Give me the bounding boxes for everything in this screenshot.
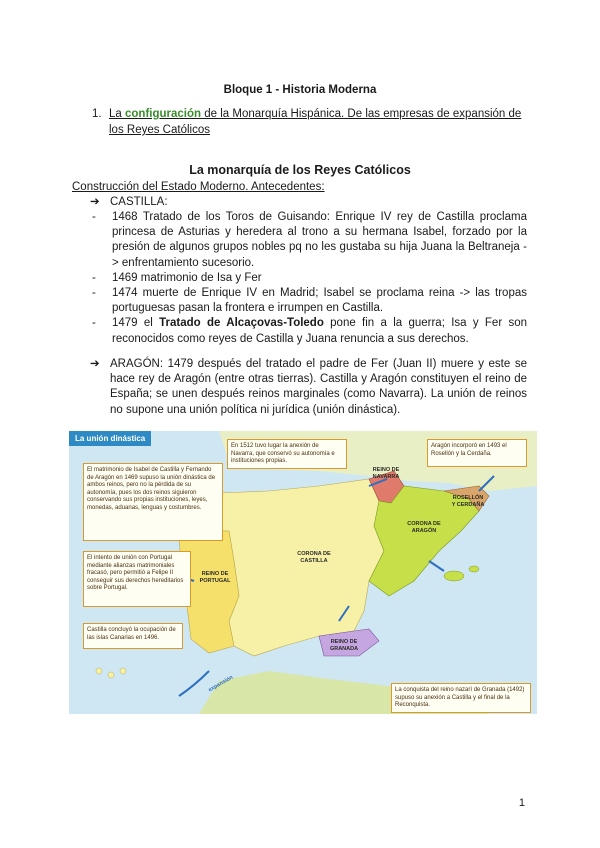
arrow-icon: ➔ (90, 358, 100, 370)
subheading: La monarquía de los Reyes Católicos (189, 163, 411, 177)
list-item (92, 316, 527, 346)
menorca-island (469, 566, 479, 572)
aragon-paragraph (90, 357, 527, 418)
page-number: 1 (518, 797, 525, 809)
arrow-icon (429, 561, 444, 571)
list-item (92, 271, 527, 286)
mallorca-island (444, 571, 464, 581)
list-item-text: pone fin a la guerra; Isa y Fer son reconocidos como reyes de Castilla y Juana renuncia a sus derechos. (112, 317, 527, 345)
aragon-text: ARAGÓN: 1479 después del tratado el padre de Fer (Juan II) muere y este se hace rey de Aragón (entre otras tierras). Castilla y Aragón constituyen el reino de España; se unen después reinos marginales (como Navarra). La unión de reinos no supone una unión política ni jurídica (unión dinástica). (110, 358, 527, 416)
map-label-navarra: REINO DE NAVARRA (372, 467, 400, 480)
section-rest: de la Monarquía Hispánica. De las empresas de expansión de los Reyes Católicos (109, 108, 522, 136)
document-title: Bloque 1 - Historia Moderna (223, 84, 377, 96)
list-item-text: 1469 matrimonio de Isa y Fer (112, 271, 262, 284)
castilla-list (92, 210, 527, 347)
section-title (109, 106, 532, 138)
section-prefix: La (109, 108, 125, 120)
map-label-castilla: CORONA DE CASTILLA (297, 551, 331, 564)
section-number: 1. (92, 108, 102, 120)
list-item-text: 1479 el (112, 317, 160, 330)
list-item-text: 1474 muerte de Enrique IV en Madrid; Isabel se proclama reina -> las tropas portuguesas pasan la frontera e irrumpen en Castilla. (112, 287, 527, 315)
canary-island (96, 668, 102, 674)
list-item-text: 1468 Tratado de los Toros de Guisando: Enrique IV rey de Castilla proclama princesa de Asturias y heredera al trono a su hermana Isabel, forzado por la presión de algunos grupos nobles pq no les gustaba su hija Juana la Beltraneja -> enfrentamiento sucesorio. (112, 211, 527, 269)
section-highlight: configuración (125, 108, 202, 120)
list-item (92, 286, 527, 316)
map-label-rosellon: ROSELLÓN Y CERDAÑA (451, 495, 485, 508)
treaty-name: Tratado de Alcaçovas-Toledo (159, 317, 324, 330)
canary-island (120, 668, 126, 674)
map-label-portugal: REINO DE PORTUGAL (199, 571, 231, 584)
castilla-line (90, 195, 168, 210)
map-box-matrimonio: El matrimonio de Isabel de Castilla y Fernando de Aragón en 1469 supuso la unión dinástica de ambos reinos, pero no la pérdida de su autonomía, pues los dos reinos siguieron conservando sus propias instituciones, leyes, monedas, aduanas, lenguas y costumbres. (83, 463, 223, 541)
canary-island (108, 672, 114, 678)
antecedentes-label: Construcción del Estado Moderno. Antecedentes: (72, 181, 325, 193)
section-heading (92, 106, 532, 138)
map-box-portugal: El intento de unión con Portugal mediante alianzas matrimoniales fracasó, pero permitió a Felipe II conseguir sus derechos hereditarios sobre Portugal. (83, 551, 191, 607)
map-label-expansion: expansión (207, 674, 235, 694)
list-dash: - (92, 211, 96, 223)
union-dinastica-map (69, 431, 537, 714)
list-dash: - (92, 317, 96, 330)
map-box-granada: La conquista del reino nazarí de Granada (1492) supuso su anexión a Castilla y el final de la Reconquista. (391, 683, 531, 713)
list-item (92, 210, 527, 271)
map-box-canarias: Castilla concluyó la ocupación de las islas Canarias en 1496. (83, 623, 183, 649)
map-label-aragon: CORONA DE ARAGÓN (407, 521, 441, 534)
castilla-label: CASTILLA: (110, 196, 168, 208)
list-dash: - (92, 287, 96, 300)
map-title: La unión dinástica (69, 431, 151, 446)
list-dash: - (92, 271, 96, 284)
arrow-icon: ➔ (90, 196, 100, 208)
map-box-rosellon: Aragón incorporó en 1493 el Rosellón y la Cerdaña. (427, 439, 527, 467)
map-label-granada: REINO DE GRANADA (329, 639, 359, 652)
map-box-navarra: En 1512 tuvo lugar la anexión de Navarra, que conservó su autonomía e instituciones propias. (227, 439, 347, 469)
